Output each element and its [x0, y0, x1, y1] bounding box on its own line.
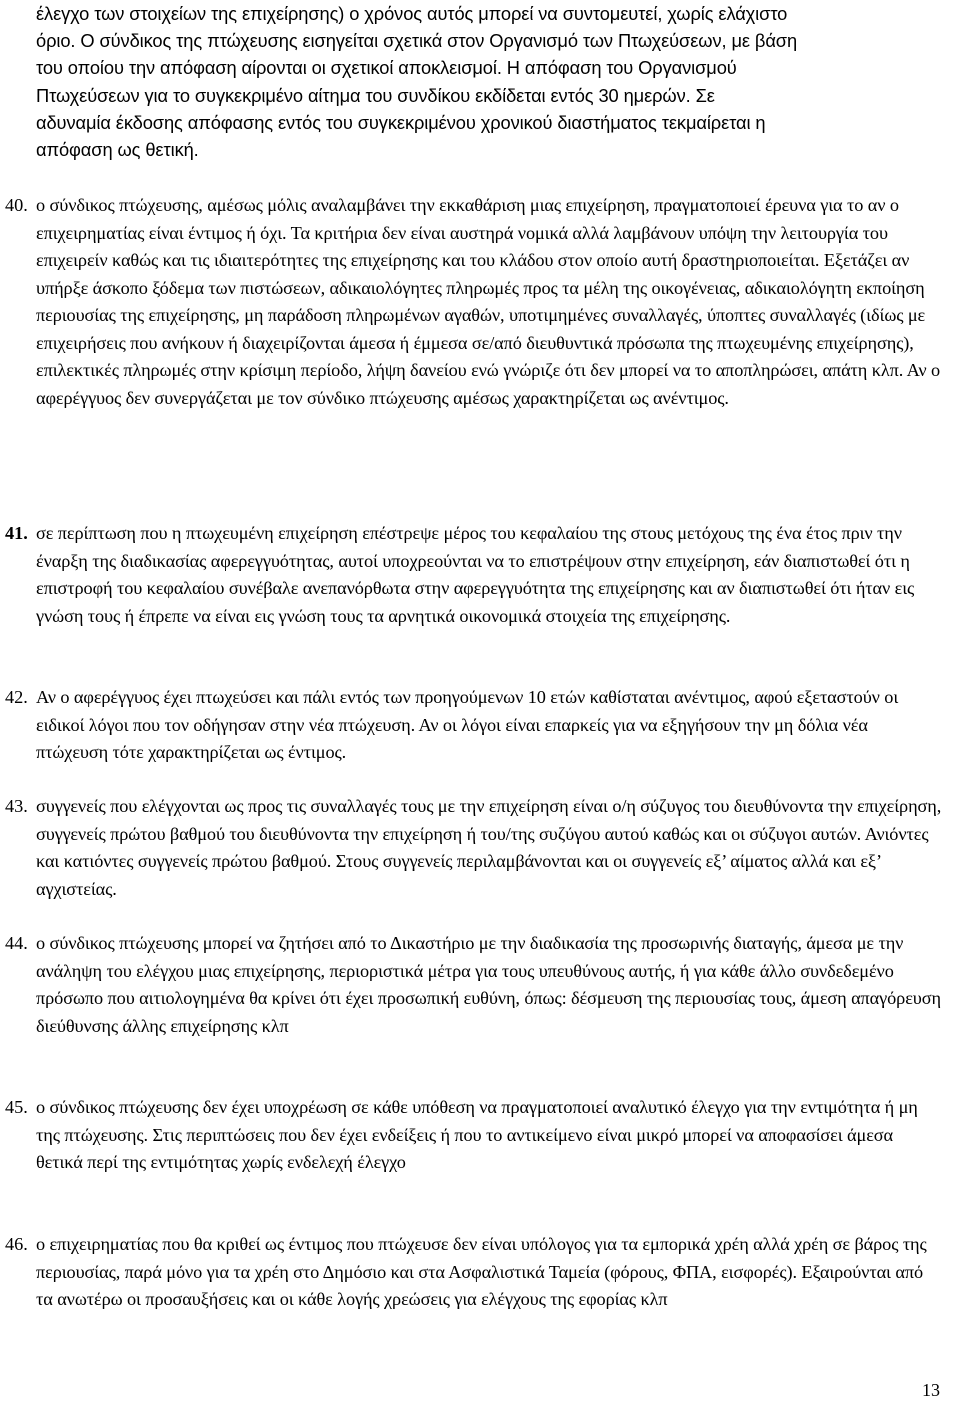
item-text: συγγενείς που ελέγχονται ως προς τις συναλλαγές τους με την επιχείρηση είναι ο/η σύζυγος του διευθύνοντα την επιχείρηση, συγγενείς πρώτου βαθμού του διευθύνοντα την επιχείρηση ή του/της συζύγου αυτού καθώς και οι σύζυγοι αυτών. Ανιόντες και κατιόντες συγγενείς πρώτου βαθμού. Στους συγγενείς περιλαμβάνονται και οι συγγενείς εξ’ αίματος αλλά και εξ’ αγχιστείας.: [36, 796, 942, 899]
page-number: 13: [922, 1380, 940, 1400]
item-text: ο σύνδικος πτώχευσης μπορεί να ζητήσει από το Δικαστήριο με την διαδικασία της προσωρινής διαταγής, άμεσα με την ανάληψη του ελέγχου μιας επιχείρησης, περιοριστικά μέτρα για τους υπευθύνους αυτής, ή για κάθε άλλο συνδεδεμένο πρόσωπο που αιτιολογημένα θα κρίνει ότι έχει προσωπική ευθύνη, όπως: δέσμευση της περιουσίας τους, άμεση απαγόρευση διεύθυνσης άλλης επιχείρησης κλπ: [36, 933, 941, 1036]
intro-line: αδυναμία έκδοσης απόφασης εντός του συγκεκριμένου χρονικού διαστήματος τεκμαίρεται η: [36, 111, 766, 133]
item-number: 46.: [5, 1234, 28, 1254]
item-number: 41.: [5, 523, 28, 543]
intro-line: απόφαση ως θετική.: [36, 139, 199, 161]
intro-line: του οποίου την απόφαση αίρονται οι σχετικοί αποκλεισμοί. Η απόφαση του Οργανισμού: [36, 57, 737, 79]
intro-line: Πτωχεύσεων για το συγκεκριμένο αίτημα του συνδίκου εκδίδεται εντός 30 ημερών. Σε: [36, 84, 715, 106]
item-text: Αν ο αφερέγγυος έχει πτωχεύσει και πάλι εντός των προηγούμενων 10 ετών καθίσταται ανέντιμος, αφού εξεταστούν οι ειδικοί λόγοι που τον οδήγησαν στην νέα πτώχευση. Αν οι λόγοι είναι επαρκείς για να εξηγήσουν την μη δόλια νέα πτώχευση τότε χαρακτηρίζεται ως έντιμος.: [36, 687, 899, 762]
item-number: 45.: [5, 1097, 28, 1117]
item-number: 44.: [5, 933, 28, 953]
item-text: ο επιχειρηματίας που θα κριθεί ως έντιμος που πτώχευσε δεν είναι υπόλογος για τα εμπορικά χρέη αλλά χρέη σε βάρος της περιουσίας, παρά μόνο για τα χρέη στο Δημόσιο και στα Ασφαλιστικά Ταμεία (φόρους, ΦΠΑ, εισφορές). Εξαιρούνται από τα ανωτέρω οι προσαυξήσεις και οι κάθε λογής χρεώσεις για ελέγχους της εφορίας κλπ: [36, 1234, 927, 1309]
item-number: 42.: [5, 687, 28, 707]
item-text: σε περίπτωση που η πτωχευμένη επιχείρηση επέστρεψε μέρος του κεφαλαίου της στους μετόχους της ένα έτος πριν την έναρξη της διαδικασίας αφερεγγυότητας, αυτοί υποχρεούνται να το επιστρέψουν στην επιχείρηση, εάν διαπιστωθεί ότι η επιστροφή του κεφαλαίου συνέβαλε ανεπανόρθωτα στην αφερεγγυότητα της επιχείρησης και αν διαπιστωθεί ότι ήταν εις γνώση τους ή έπρεπε να είναι εις γνώση τους τα αρνητικά οικονομικά στοιχεία της επιχείρησης.: [36, 523, 915, 626]
intro-line: όριο. Ο σύνδικος της πτώχευσης εισηγείται σχετικά στον Οργανισμό των Πτωχεύσεων, με βάση: [36, 30, 798, 52]
intro-paragraph: [36, 0, 940, 163]
item-number: 43.: [5, 796, 28, 816]
item-text: ο σύνδικος πτώχευσης, αμέσως μόλις αναλαμβάνει την εκκαθάριση μιας επιχείρηση, πραγματοποιεί έρευνα για το αν ο επιχειρηματίας είναι έντιμος ή όχι. Τα κριτήρια δεν είναι αυστηρά νομικά αλλά λαμβάνουν υπόψη την λειτουργία του επιχειρείν καθώς και τις ιδιαιτερότητες της επιχείρησης και του κλάδου στον οποίο αυτή δραστηριοποιείται. Εξετάζει αν υπήρξε άσκοπο ξόδεμα των πιστώσεων, αδικαιολόγητες πληρωμές προς τα μέλη της οικογένειας, αδικαιολόγητη εκποίηση περιουσίας της επιχείρησης, μη παράδοση πληρωμένων αγαθών, υποτιμημένες συναλλαγές, ύποπτες συναλλαγές (ιδίως με επιχειρήσεις που ανήκουν ή διαχειρίζονται άμεσα ή έμμεσα σε/από διευθυντικά πρόσωπα της πτωχευμένης επιχείρησης), επιλεκτικές πληρωμές στην κρίσιμη περίοδο, λήψη δανείου ενώ γνώριζε ότι δεν μπορεί να το αποπληρώσει, απάτη κλπ. Αν ο αφερέγγυος δεν συνεργάζεται με τον σύνδικο πτώχευσης αμέσως χαρακτηρίζεται ως ανέντιμος.: [36, 195, 941, 408]
intro-line: έλεγχο των στοιχείων της επιχείρησης) ο χρόνος αυτός μπορεί να συντομευτεί, χωρίς ελάχιστο: [36, 3, 788, 24]
item-number: 40.: [5, 195, 28, 215]
item-text: ο σύνδικος πτώχευσης δεν έχει υποχρέωση σε κάθε υπόθεση να πραγματοποιεί αναλυτικό έλεγχο για την εντιμότητα ή μη της πτώχευσης. Στις περιπτώσεις που δεν έχει ενδείξεις ή που το αντικείμενο είναι μικρό μπορεί να αποφασίσει άμεσα θετικά περί της εντιμότητας χωρίς ενδελεχή έλεγχο: [36, 1097, 918, 1172]
